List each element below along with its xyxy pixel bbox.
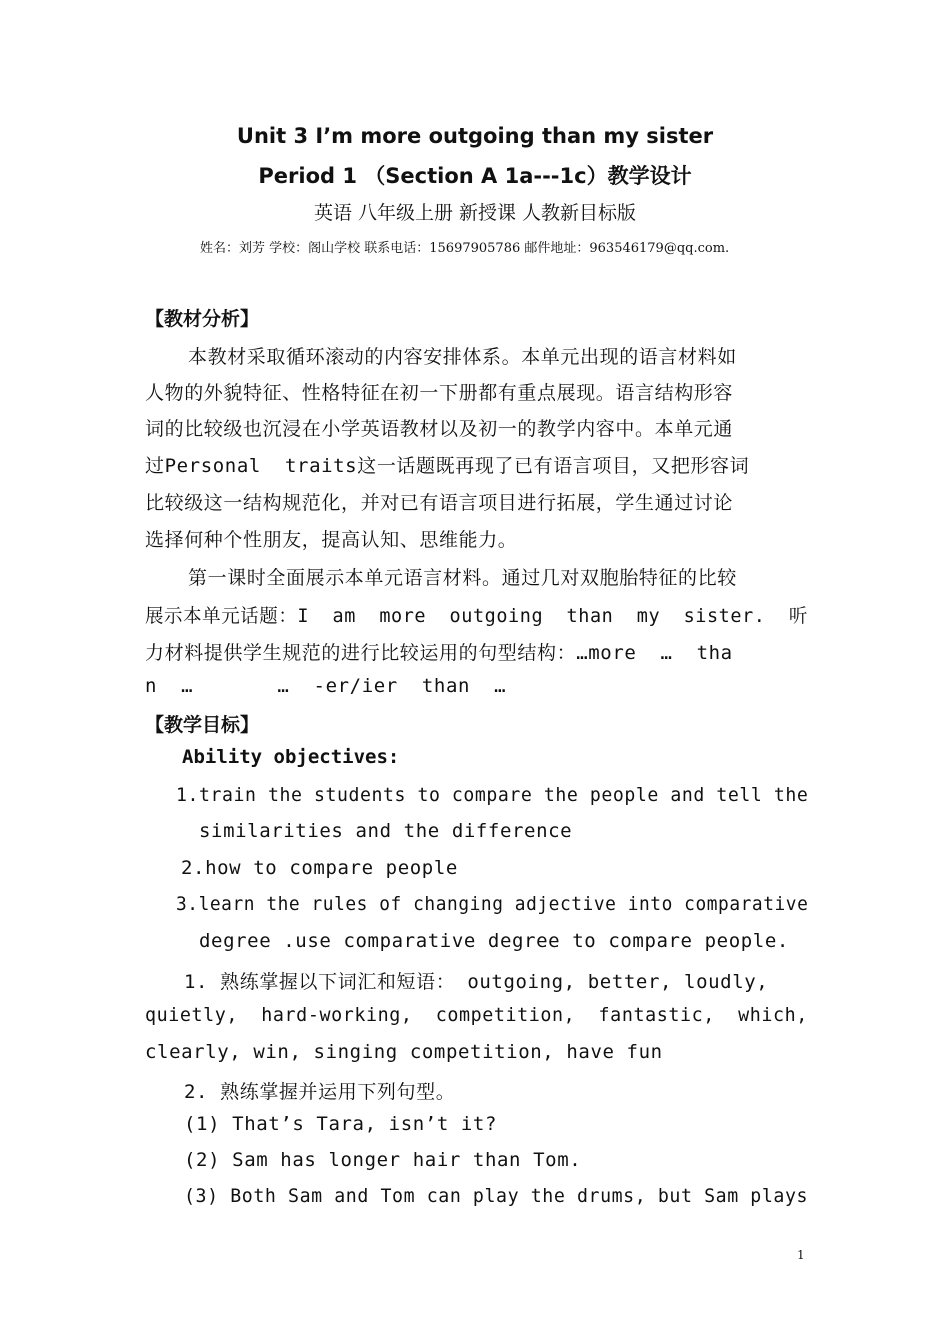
analysis-line: 本教材采取循环滚动的内容安排体系。本单元出现的语言材料如 xyxy=(188,346,737,368)
document-subtitle-period: Period 1 （Section A 1a---1c）教学设计 xyxy=(258,164,692,188)
analysis-line: 展示本单元话题：I am more outgoing than my sister. 听 xyxy=(145,605,808,627)
analysis-line: 选择何种个性朋友，提高认知、思维能力。 xyxy=(145,529,518,551)
course-info: 英语 八年级上册 新授课 人教新目标版 xyxy=(313,202,637,224)
analysis-line: 第一课时全面展示本单元语言材料。通过几对双胞胎特征的比较 xyxy=(188,567,737,589)
analysis-heading: 【教材分析】 xyxy=(145,308,260,330)
analysis-line: 力材料提供学生规范的进行比较运用的句型结构：…more … tha xyxy=(145,642,733,664)
analysis-line: 过Personal traits这一话题既再现了已有语言项目，又把形容词 xyxy=(145,455,750,477)
analysis-line: 词的比较级也沉浸在小学英语教材以及初一的教学内容中。本单元通 xyxy=(145,418,734,440)
pattern-line: (2) Sam has longer hair than Tom. xyxy=(184,1149,582,1171)
objectives-heading: 【教学目标】 xyxy=(145,714,260,736)
pattern-line: (1) That’s Tara, isn’t it? xyxy=(184,1113,498,1135)
vocab-line: quietly, hard-working, competition, fantastic, which, xyxy=(145,1004,808,1026)
analysis-line: 比较级这一结构规范化，并对已有语言项目进行拓展，学生通过讨论 xyxy=(145,492,734,514)
ability-item: degree .use comparative degree to compare people. xyxy=(199,930,789,952)
page-number: 1 xyxy=(797,1248,805,1262)
vocab-line: clearly, win, singing competition, have fun xyxy=(145,1041,663,1063)
ability-item: 2.how to compare people xyxy=(181,857,458,879)
vocab-line: 1. 熟练掌握以下词汇和短语： outgoing, better, loudly, xyxy=(184,971,769,993)
ability-item: 1.train the students to compare the people and tell the xyxy=(176,784,809,806)
ability-objectives-title: Ability objectives: xyxy=(182,746,400,768)
analysis-line: 人物的外貌特征、性格特征在初一下册都有重点展现。语言结构形容 xyxy=(145,382,734,404)
ability-item: 3.learn the rules of changing adjective into comparative xyxy=(176,893,809,915)
document-title: Unit 3 I’m more outgoing than my sister xyxy=(236,124,714,148)
author-info: 姓名：刘芳 学校：阁山学校 联系电话：15697905786 邮件地址：963546179@qq.com. xyxy=(200,241,730,256)
pattern-line: 2. 熟练掌握并运用下列句型。 xyxy=(184,1081,456,1103)
ability-item: similarities and the difference xyxy=(199,820,573,842)
pattern-line: (3) Both Sam and Tom can play the drums, but Sam plays xyxy=(184,1185,809,1207)
analysis-line: n … … -er/ier than … xyxy=(145,675,507,697)
